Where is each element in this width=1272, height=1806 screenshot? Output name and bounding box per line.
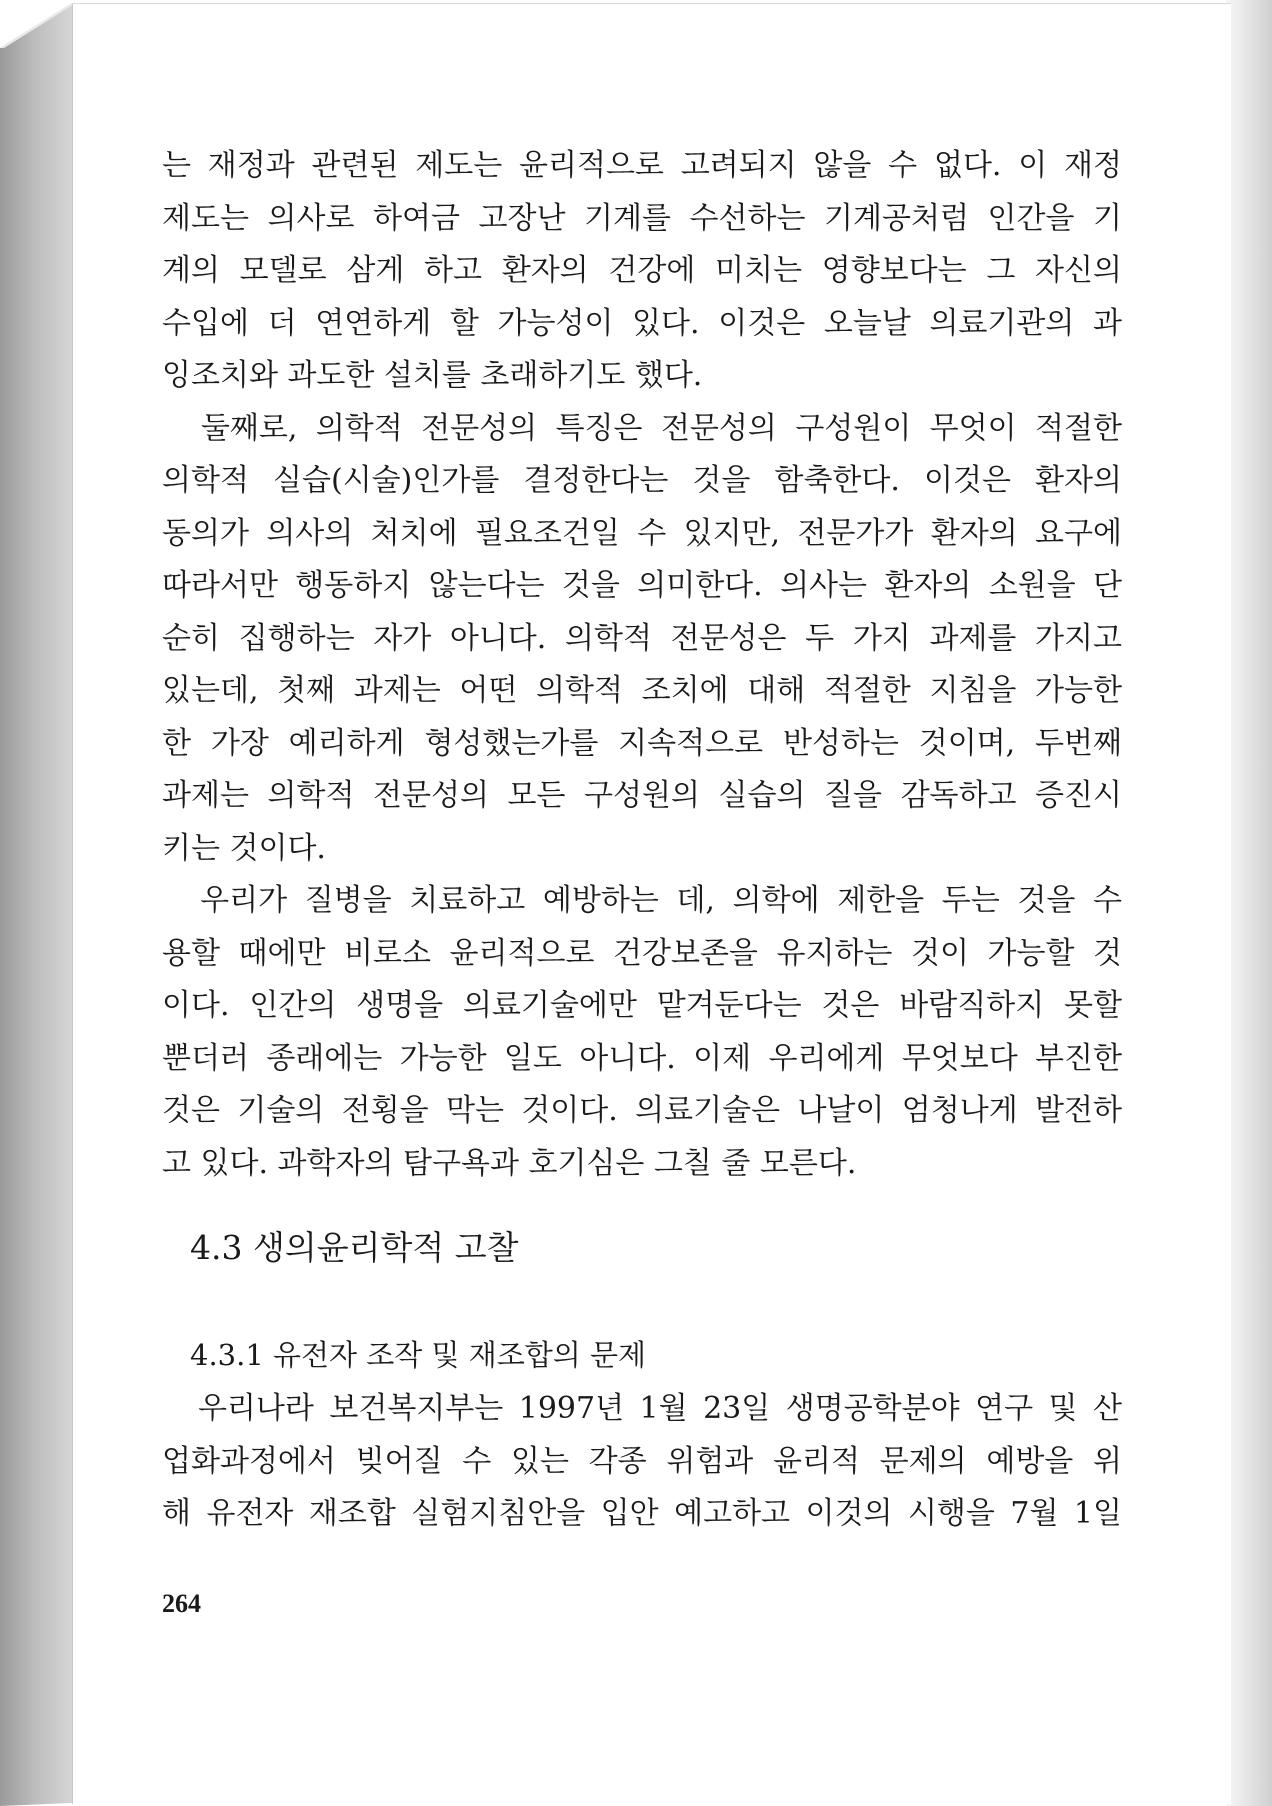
book-spine — [0, 0, 80, 1806]
subsection-heading: 4.3.1 유전자 조작 및 재조합의 문제 — [190, 1338, 647, 1372]
text-line: 우리가 질병을 치료하고 예방하는 데, 의학에 제한을 두는 것을 수 — [162, 883, 1122, 918]
section-heading: 4.3 생의윤리학적 고찰 — [190, 1228, 519, 1267]
page-number: 264 — [162, 1589, 201, 1618]
text-line: 잉조치와 과도한 설치를 초래하기도 했다. — [162, 358, 703, 393]
text-line: 수입에 더 연연하게 할 가능성이 있다. 이것은 오늘날 의료기관의 과 — [162, 305, 1122, 341]
text-line: 계의 모델로 삼게 하고 환자의 건강에 미치는 영향보다는 그 자신의 — [162, 253, 1122, 288]
text-line: 둘째로, 의학적 전문성의 특징은 전문성의 구성원이 무엇이 적절한 — [162, 410, 1122, 446]
text-line: 순히 집행하는 자가 아니다. 의학적 전문성은 두 가지 과제를 가지고 — [162, 620, 1122, 656]
text-line: 것은 기술의 전횡을 막는 것이다. 의료기술은 나날이 엄청나게 발전하 — [162, 1093, 1122, 1128]
text-line: 한 가장 예리하게 형성했는가를 지속적으로 반성하는 것이며, 두번째 — [162, 725, 1122, 761]
text-line: 용할 때에만 비로소 윤리적으로 건강보존을 유지하는 것이 가능할 것 — [162, 935, 1122, 971]
text-line: 동의가 의사의 처치에 필요조건일 수 있지만, 전문가가 환자의 요구에 — [162, 515, 1122, 551]
text-line: 뿐더러 종래에는 가능한 일도 아니다. 이제 우리에게 무엇보다 부진한 — [162, 1040, 1122, 1076]
book-spine-graphic — [0, 0, 80, 1806]
text-line: 해 유전자 재조합 실험지침안을 입안 예고하고 이것의 시행을 7월 1일 — [162, 1496, 1122, 1531]
text-line: 의학적 실습(시술)인가를 결정한다는 것을 함축한다. 이것은 환자의 — [162, 463, 1122, 498]
text-line: 따라서만 행동하지 않는다는 것을 의미한다. 의사는 환자의 소원을 단 — [162, 568, 1122, 603]
body-text-bottom — [162, 1383, 1122, 1541]
text-line: 있는데, 첫째 과제는 어떤 의학적 조치에 대해 적절한 지침을 가능한 — [162, 673, 1122, 708]
text-line: 제도는 의사로 하여금 고장난 기계를 수선하는 기계공처럼 인간을 기 — [162, 200, 1122, 236]
text-line: 는 재정과 관련된 제도는 윤리적으로 고려되지 않을 수 없다. 이 재정 — [162, 148, 1122, 183]
page-edge-shadow — [1226, 0, 1272, 1806]
text-line: 업화과정에서 빚어질 수 있는 각종 위험과 윤리적 문제의 예방을 위 — [162, 1443, 1122, 1479]
text-line: 고 있다. 과학자의 탐구욕과 호기심은 그칠 줄 모른다. — [162, 1145, 857, 1181]
text-line: 우리나라 보건복지부는 1997년 1월 23일 생명공학분야 연구 및 산 — [162, 1391, 1122, 1426]
text-line: 이다. 인간의 생명을 의료기술에만 맡겨둔다는 것은 바람직하지 못할 — [162, 988, 1122, 1023]
text-line: 키는 것이다. — [162, 830, 326, 866]
body-text-top — [162, 140, 1122, 1190]
text-line: 과제는 의학적 전문성의 모든 구성원의 실습의 질을 감독하고 증진시 — [162, 778, 1122, 813]
